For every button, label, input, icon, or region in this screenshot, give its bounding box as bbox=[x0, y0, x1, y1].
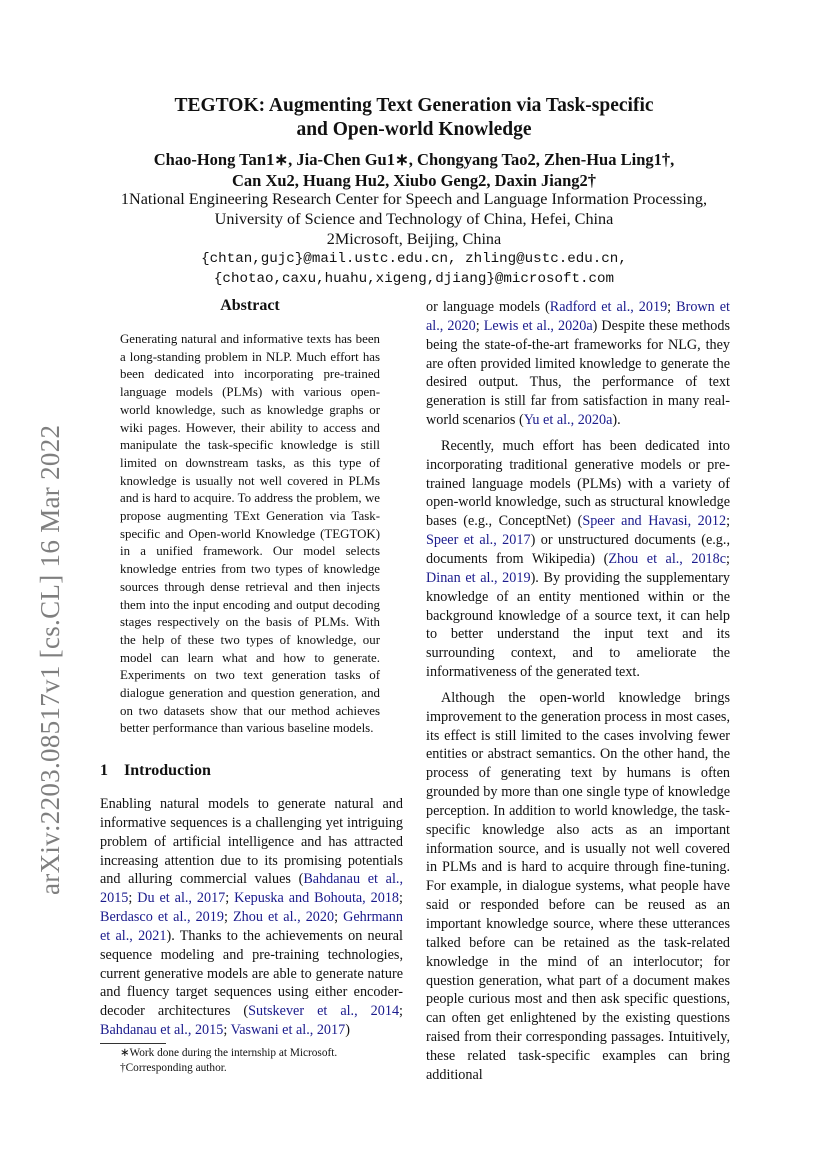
citation-link[interactable]: Yu et al., 2020a bbox=[523, 412, 613, 429]
text-run: ) or unstructured documents (e.g., documents from Wikipedia) ( bbox=[426, 532, 730, 567]
author-list bbox=[60, 149, 768, 191]
affiliation-line-2: University of Science and Technology of China, Hefei, China bbox=[214, 210, 614, 228]
citation-link[interactable]: Radford et al., 2019 bbox=[549, 299, 668, 315]
affiliation-line-1: 1National Engineering Research Center for Speech and Language Information Processing, bbox=[120, 190, 708, 208]
citation-link[interactable]: Gehrmann et al., 2021 bbox=[100, 909, 403, 944]
text-run: ; bbox=[726, 550, 730, 567]
text-run: ; bbox=[223, 909, 233, 926]
affiliation-line-3: 2Microsoft, Beijing, China bbox=[326, 230, 502, 248]
abstract-text: Generating natural and informative texts has been a long-standing problem in NLP. Much effort has been dedicated into incorporating pre-trained language models (PLMs) with various open-world knowledge, such as knowledge graphs or wiki pages. However, their ability to access and manipulate the task-specific knowledge is still limited on downstream tasks, as this type of knowledge is usually not well covered in PLMs and is hard to acquire. To address the problem, we propose augmenting TExt Generation via Task-specific and Open-world Knowledge (TEGTOK) in a unified framework. Our model selects knowledge entries from two types of knowledge sources through dense retrieval and then injects them into the input encoding and output decoding stages respectively on the basis of PLMs. With the help of these two types of knowledge, our model can learn what and how to generate. Experiments on two text generation tasks of dialogue generation and question generation, and on two datasets show that our method achieves better performance than various baseline models. bbox=[120, 332, 380, 736]
section-heading-introduction bbox=[100, 762, 400, 780]
citation-link[interactable]: Du et al., 2017 bbox=[137, 890, 226, 907]
text-run: ). bbox=[612, 412, 621, 429]
text-run: ; bbox=[225, 890, 235, 907]
text-run: ). By providing the supplementary knowledge of an entity mentioned within or the background knowledge of a source text, it can help to better understand the input text and its surrounding context, and to ameliorate the informativeness of the generated text. bbox=[426, 569, 730, 681]
section-number: 1 bbox=[100, 762, 108, 779]
text-run: ; bbox=[128, 890, 138, 907]
citation-link[interactable]: Dinan et al., 2019 bbox=[426, 569, 531, 586]
abstract-heading: Abstract bbox=[220, 297, 280, 314]
paper-title-line-2: and Open-world Knowledge bbox=[296, 119, 532, 140]
footnote-2: †Corresponding author. bbox=[120, 1062, 227, 1074]
intro-paragraph-1 bbox=[100, 795, 403, 1040]
text-run: or language models ( bbox=[426, 299, 550, 315]
footnote-rule bbox=[100, 1043, 166, 1044]
text-run: ; bbox=[726, 513, 731, 530]
text-run: Recently, much effort has been dedicated into incorporating traditional generative models or pre-trained language models (PLMs) with a variety of open-world knowledge, such as structural knowledge bases (e.g., ConceptNet) ( bbox=[426, 437, 730, 530]
text-run: ; bbox=[399, 1003, 403, 1020]
right-column bbox=[426, 298, 730, 1085]
right-paragraph-2 bbox=[426, 437, 730, 682]
email-line-1: {chtan,gujc}@mail.ustc.edu.cn, zhling@ustc.edu.cn, bbox=[201, 251, 627, 267]
citation-link[interactable]: Kepuska and Bohouta, 2018 bbox=[234, 890, 400, 907]
citation-link[interactable]: Bahdanau et al., 2015 bbox=[100, 871, 403, 907]
text-run: ; bbox=[667, 299, 677, 315]
citation-link[interactable]: Zhou et al., 2020 bbox=[232, 909, 335, 926]
right-paragraph-3: Although the open-world knowledge brings improvement to the generation process in most cases, its effect is still limited to the cases involving fewer entities or abstract semantics. On the other hand, the process of generating text by humans is often grounded by more than one single type of knowledge perception. In addition to world knowledge, the task-specific knowledge also acts as an important information source, and is usually not well covered in PLMs and is hard to acquire through fine-tuning. For example, in dialogue systems, what people have said or responded before can be reused as an important knowledge source, where these utterances talked before can be retained as the task-related knowledge in the mind of an interlocutor; for question generation, what part of a document makes people curious most and then ask specific questions, can often get enlightened by the existing questions raised from their corresponding passages. Intuitively, these related task-specific examples can bring additional bbox=[426, 689, 730, 1083]
citation-link[interactable]: Bahdanau et al., 2015 bbox=[100, 1022, 224, 1039]
text-run: Enabling natural models to generate natural and informative sequences is a challenging yet intriguing problem of artificial intelligence and has attracted increasing attention due to its promising potentials and alluring commercial values ( bbox=[100, 796, 403, 888]
text-run: ; bbox=[399, 890, 403, 907]
author-line-1: Chao-Hong Tan1∗, Jia-Chen Gu1∗, Chongyang Tao2, Zhen-Hua Ling1†, bbox=[153, 150, 675, 169]
citation-link[interactable]: Brown et al., 2020 bbox=[426, 299, 730, 334]
paper-title-line-1: TEGTOK: Augmenting Text Generation via Task-specific bbox=[174, 95, 654, 116]
citation-link[interactable]: Speer and Havasi, 2012 bbox=[582, 513, 727, 530]
arxiv-identifier: arXiv:2203.08517v1 [cs.CL] 16 Mar 2022 bbox=[35, 424, 65, 895]
text-run: ) bbox=[345, 1022, 350, 1039]
section-title: Introduction bbox=[124, 762, 211, 779]
email-line-2: {chotao,caxu,huahu,xigeng,djiang}@microsoft.com bbox=[213, 271, 615, 287]
author-line-2: Can Xu2, Huang Hu2, Xiubo Geng2, Daxin Jiang2† bbox=[231, 171, 596, 190]
citation-link[interactable]: Sutskever et al., 2014 bbox=[248, 1003, 400, 1020]
right-paragraph-1 bbox=[426, 298, 730, 430]
citation-link[interactable]: Speer et al., 2017 bbox=[426, 532, 531, 549]
text-run: ; bbox=[475, 317, 484, 334]
citation-link[interactable]: Vaswani et al., 2017 bbox=[230, 1022, 346, 1039]
text-run: ) Despite these methods being the state-of-the-art frameworks for NLG, they are often provided limited knowledge to generate the desired output. Thus, the performance of text generation is still far from satisfaction in many real-world scenarios ( bbox=[426, 317, 731, 429]
paper-title bbox=[60, 94, 768, 142]
text-run: ; bbox=[223, 1022, 231, 1039]
affiliations bbox=[60, 189, 768, 249]
footnote-1: ∗Work done during the internship at Microsoft. bbox=[120, 1047, 338, 1059]
text-run: ). Thanks to the achievements on neural sequence modeling and pre-training technologies, current generative models are able to generate nature and fluency target sequences using either encoder-decoder architectures ( bbox=[100, 927, 403, 1020]
citation-link[interactable]: Berdasco et al., 2019 bbox=[100, 909, 224, 926]
citation-link[interactable]: Zhou et al., 2018c bbox=[608, 550, 727, 567]
text-run: ; bbox=[334, 909, 344, 926]
author-emails bbox=[60, 249, 768, 289]
citation-link[interactable]: Lewis et al., 2020a bbox=[483, 317, 593, 334]
